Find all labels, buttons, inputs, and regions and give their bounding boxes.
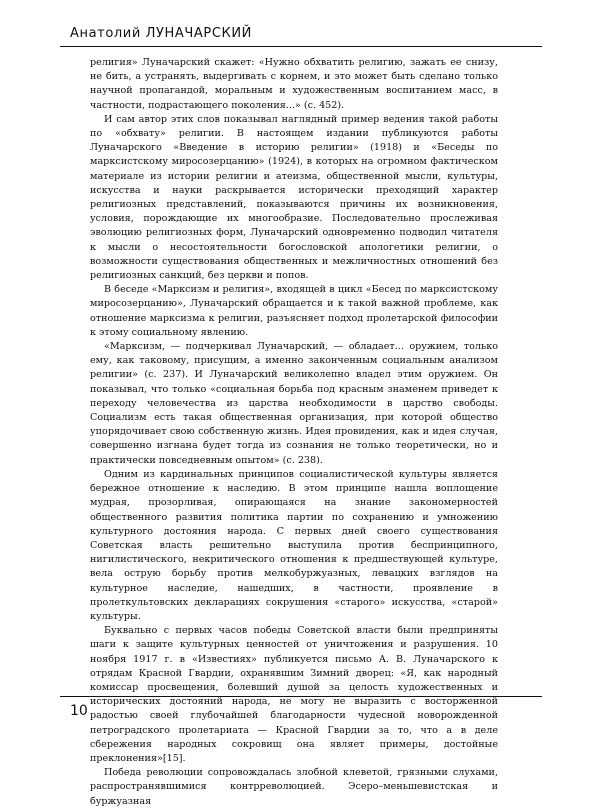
running-header: Анатолий ЛУНАЧАРСКИЙ bbox=[70, 26, 252, 41]
footer-rule bbox=[60, 696, 542, 697]
paragraph: религия» Луначарский скажет: «Нужно обхватить религию, зажать ее снизу, не бить, а устранять, выдергивать с корнем, и это может быть сделано только научной пропагандой, моральным и художественным воспитанием масс, в частности, подрастающего поколения...» (с. 452). bbox=[90, 57, 498, 111]
paragraph: Одним из кардинальных принципов социалистической культуры является бережное отношение к наследию. В этом принципе нашла воплощение мудрая, прозорливая, опирающаяся на знание закономерностей общественного развития политика партии по сохранению и умножению культурного достояния народа. С первых дней своего существования Советская власть решительно выступила против беспринципного, нигилистического, некритического отношения к предшествующей культуре, вела острую борьбу против мелкобуржуазных, левацких взглядов на культурное наследие, нашедших, в частности, проявление в пролеткультовских декларациях сокрушения «старого» искусства, «старой» культуры. bbox=[90, 468, 498, 622]
paragraph: Победа революции сопровождалась злобной клеветой, грязными слухами, распространявшимися контрреволюцией. Эсеро–меньшевистская и буржуазная bbox=[90, 767, 498, 807]
paragraph: И сам автор этих слов показывал наглядный пример ведения такой работы по «обхвату» религии. В настоящем издании публикуются работы Луначарского «Введение в историю религии» (1918) и «Беседы по марксистскому миросозерцанию» (1924), в которых на огромном фактическом материале из истории религии и атеизма, общественной мысли, культуры, искусства и науки раскрывается исторически преходящий характер религиозных представлений, показываются причины их возникновения, условия, порождающие их многообразие. Последовательно прослеживая эволюцию религиозных форм, Луначарский одновременно подводил читателя к мысли о несостоятельности богословской апологетики религии, о возможности существования общественных и межличностных отношений без религиозных санкций, без церкви и попов. bbox=[90, 113, 498, 282]
paragraph: В беседе «Марксизм и религия», входящей в цикл «Бесед по марксистскому миросозерцанию», Луначарский обращается и к такой важной проблеме, как отношение марксизма к религии, разъясняет подход пролетарской философии к этому социальному явлению. bbox=[90, 284, 498, 338]
header-rule bbox=[60, 46, 542, 47]
paragraph: Буквально с первых часов победы Советской власти были предприняты шаги к защите культурных ценностей от уничтожения и разрушения. 10 ноября 1917 г. в «Известиях» публикуется письмо А. В. Луначарского к отрядам Красной Гвардии, охранявшим Зимний дворец: «Я, как народный комиссар просвещения, болевший душой за целость художественных и исторических достояний народа, не могу не выразить с восторженной радостью своей глубочайшей благодарности чудесной новорожденной петроградского пролетариата — Красной Гвардии за то, что а в деле сбережения народных сокровищ она являет примеры, достойные преклонения»[15]. bbox=[90, 625, 498, 764]
paragraph: «Марксизм, — подчеркивал Луначарский, — обладает... оружием, только ему, как таковому, присущим, а именно законченным социальным анализом религии» (с. 237). И Луначарский великолепно владел этим оружием. Он показывал, что только «социальная борьба под красным знаменем приведет к переходу человечества из царства необходимости в царство свободы. Социализм есть такая общественная организация, при которой общество упорядочивает свою собственную жизнь. Идея провидения, как и идея случая, совершенно изгнана будет тогда из сознания не только теоретически, но и практически повседневным опытом» (с. 238). bbox=[90, 341, 498, 466]
page-number: 10 bbox=[70, 703, 88, 719]
